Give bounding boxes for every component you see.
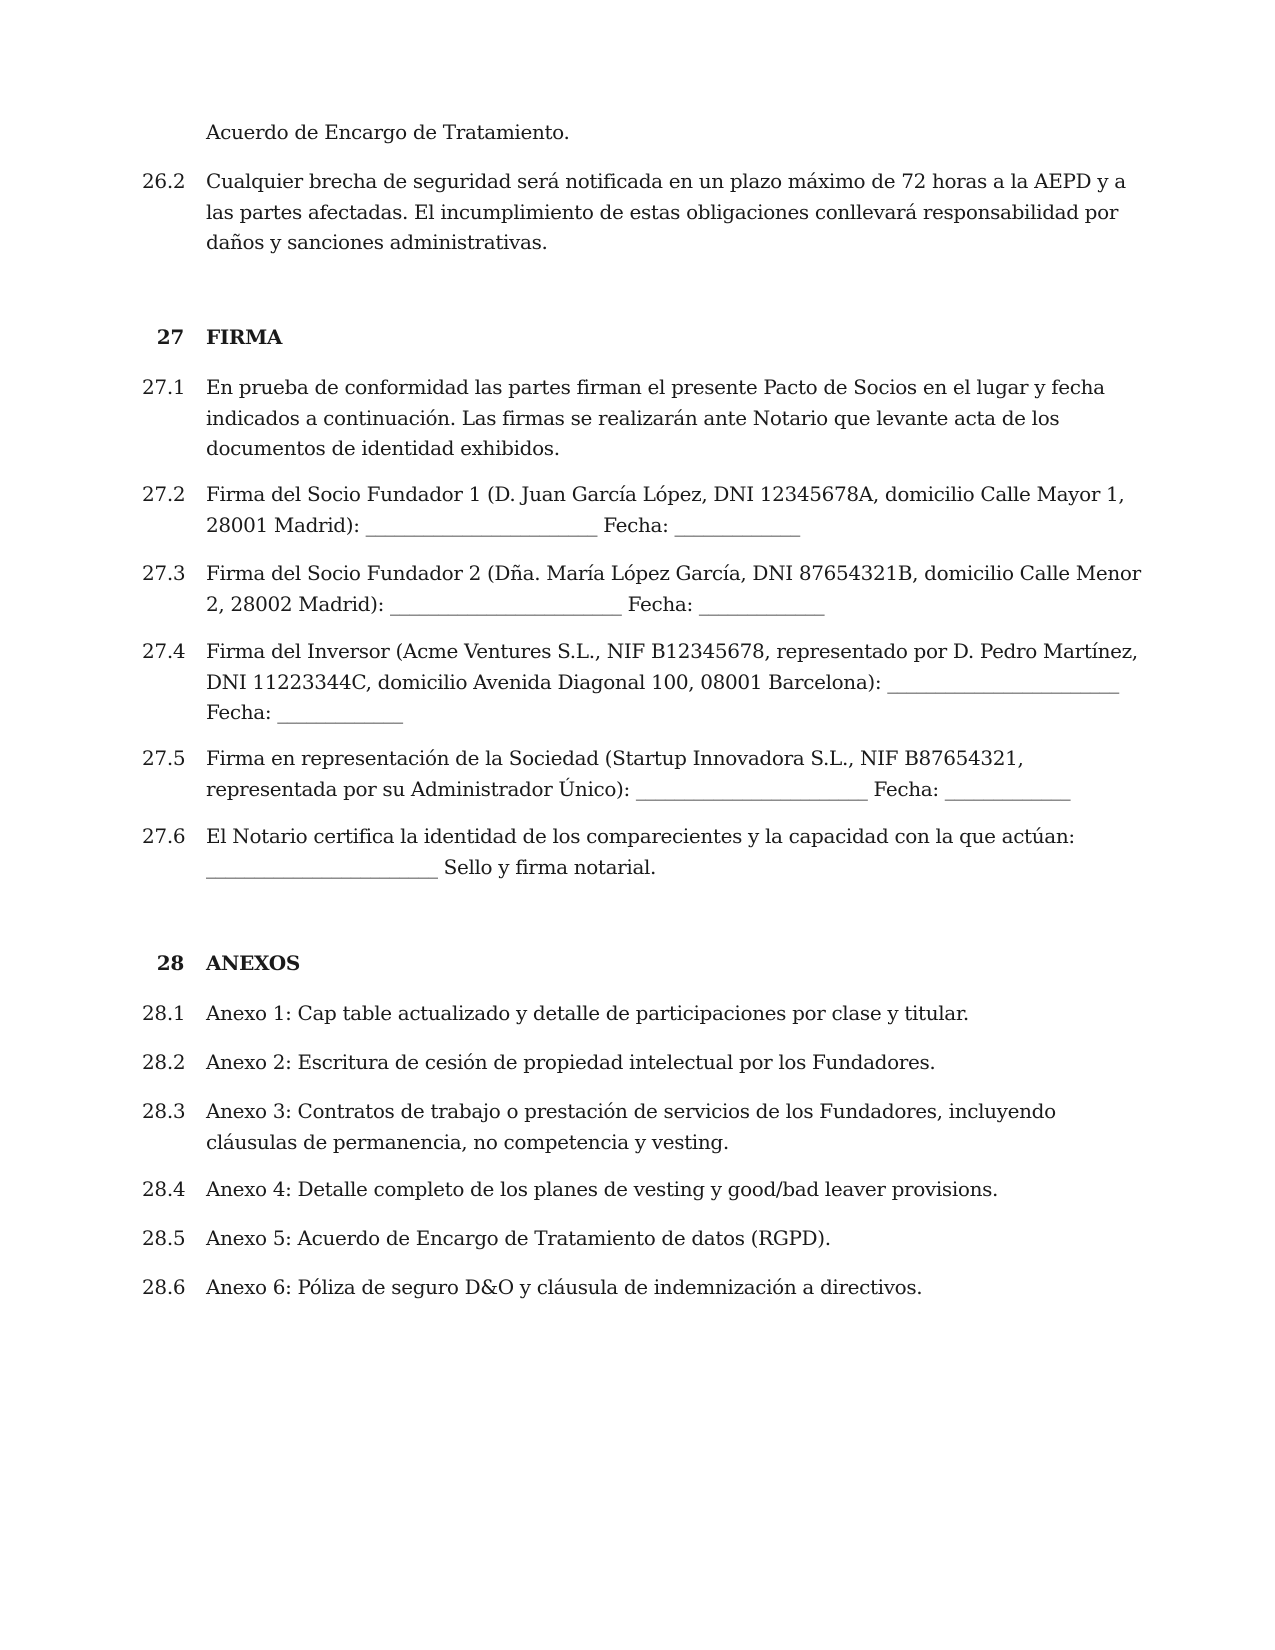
clause-text (206, 1047, 1136, 1078)
clause-text (206, 166, 1136, 258)
section-title: ANEXOS (206, 951, 300, 975)
clause-number: 28.6 (142, 1275, 186, 1299)
section-number: 28 (156, 951, 184, 975)
signature-line: 2, 28002 Madrid): ________________________ Fecha: _____________ (206, 591, 825, 616)
clause-number: 26.2 (142, 169, 186, 193)
clause-number: 28.4 (142, 1177, 186, 1201)
clause-line: El Notario certifica la identidad de los comparecientes y la capacidad con la que actúan: (206, 824, 1075, 848)
signature-line: ________________________ Sello y firma notarial. (206, 854, 657, 879)
clause-number: 28.5 (142, 1226, 186, 1250)
clause-text (206, 821, 1136, 882)
clause-line: Firma del Socio Fundador 1 (D. Juan García López, DNI 12345678A, domicilio Calle Mayor 1, (206, 482, 1125, 506)
clause-number: 28.3 (142, 1099, 186, 1123)
clause-line: En prueba de conformidad las partes firman el presente Pacto de Socios en el lugar y fecha (206, 375, 1105, 399)
signature-line: DNI 11223344C, domicilio Avenida Diagonal 100, 08001 Barcelona): ________________________ (206, 669, 1119, 694)
clause-line: indicados a continuación. Las firmas se realizarán ante Notario que levante acta de los (206, 405, 1060, 430)
clause-line: Firma del Socio Fundador 2 (Dña. María López García, DNI 87654321B, domicilio Calle Menor (206, 561, 1141, 585)
clause-number: 27.6 (142, 824, 186, 848)
signature-line: representada por su Administrador Único): ________________________ Fecha: _____________ (206, 776, 1071, 801)
clause-text (206, 636, 1136, 728)
clause-text (206, 743, 1136, 804)
clause-line: las partes afectadas. El incumplimiento de estas obligaciones conllevará responsabilidad por (206, 199, 1119, 224)
clause-line: Anexo 2: Escritura de cesión de propiedad intelectual por los Fundadores. (206, 1050, 936, 1074)
continuation-text: Acuerdo de Encargo de Tratamiento. (206, 120, 570, 144)
clause-text (206, 372, 1136, 464)
clause-number: 27.3 (142, 561, 186, 585)
clause-line: Anexo 1: Cap table actualizado y detalle de participaciones por clase y titular. (206, 1001, 969, 1025)
clause-line: daños y sanciones administrativas. (206, 230, 548, 254)
clause-number: 27.4 (142, 639, 186, 663)
clause-text (206, 1272, 1136, 1303)
date-line: Fecha: _____________ (206, 700, 403, 724)
clause-line: Anexo 5: Acuerdo de Encargo de Tratamiento de datos (RGPD). (206, 1226, 831, 1250)
clause-text (206, 1223, 1136, 1254)
clause-line: Firma del Inversor (Acme Ventures S.L., NIF B12345678, representado por D. Pedro Martínez, (206, 639, 1138, 663)
clause-text (206, 1174, 1136, 1205)
clause-number: 28.1 (142, 1001, 186, 1025)
clause-line: documentos de identidad exhibidos. (206, 436, 560, 460)
clause-number: 27.2 (142, 482, 186, 506)
clause-number: 27.5 (142, 746, 186, 770)
clause-number: 28.2 (142, 1050, 186, 1074)
section-title: FIRMA (206, 325, 283, 349)
clause-line: Anexo 3: Contratos de trabajo o prestación de servicios de los Fundadores, incluyendo (206, 1099, 1056, 1123)
clause-text (206, 558, 1141, 619)
clause-text (206, 1096, 1136, 1157)
clause-number: 27.1 (142, 375, 186, 399)
clause-text (206, 998, 1136, 1029)
clause-line: Anexo 4: Detalle completo de los planes de vesting y good/bad leaver provisions. (206, 1177, 999, 1201)
signature-line: 28001 Madrid): ________________________ Fecha: _____________ (206, 512, 800, 537)
clause-line: cláusulas de permanencia, no competencia y vesting. (206, 1129, 729, 1154)
clause-line: Firma en representación de la Sociedad (Startup Innovadora S.L., NIF B87654321, (206, 746, 1024, 770)
clause-text (206, 479, 1136, 540)
section-number: 27 (156, 325, 184, 349)
clause-line: Cualquier brecha de seguridad será notificada en un plazo máximo de 72 horas a la AEPD y a (206, 169, 1126, 193)
clause-line: Anexo 6: Póliza de seguro D&O y cláusula de indemnización a directivos. (206, 1275, 923, 1299)
